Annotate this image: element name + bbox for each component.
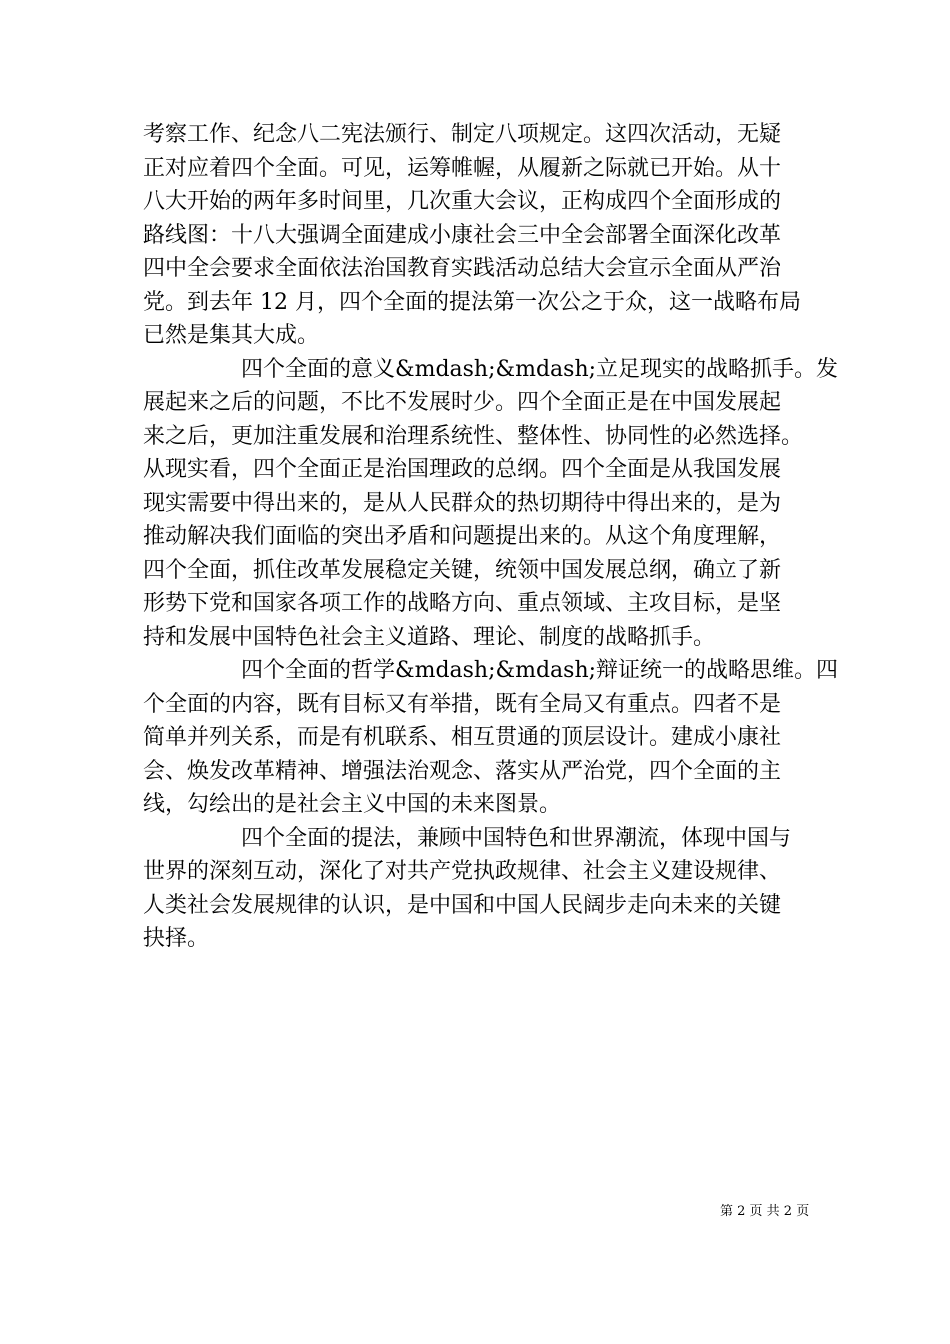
text-line: 现实需要中得出来的，是从人民群众的热切期待中得出来的，是为	[143, 490, 782, 516]
text-line: 四中全会要求全面依法治国教育实践活动总结大会宣示全面从严治	[143, 256, 782, 281]
paragraph	[143, 353, 839, 655]
text-line: 四个全面的提法，兼顾中国特色和世界潮流，体现中国与	[241, 825, 792, 851]
text-line: 路线图：十八大强调全面建成小康社会三中全会部署全面深化改革	[143, 222, 782, 248]
text-line: 正对应着四个全面。可见，运筹帷幄，从履新之际就已开始。从十	[143, 155, 782, 181]
paragraph	[143, 822, 813, 956]
text-line: 抉择。	[143, 926, 210, 951]
text-line: 四个全面的哲学&mdash;&mdash;辩证统一的战略思维。四	[241, 658, 839, 683]
text-line: 从现实看，四个全面正是治国理政的总纲。四个全面是从我国发展	[143, 457, 782, 482]
text-line: 世界的深刻互动，深化了对共产党执政规律、社会主义建设规律、	[143, 859, 782, 884]
paragraph	[143, 118, 813, 353]
text-line: 四个全面的意义&mdash;&mdash;立足现实的战略抓手。发	[241, 356, 839, 382]
text-line: 已然是集其大成。	[143, 323, 320, 348]
paragraph	[143, 654, 839, 822]
text-line: 形势下党和国家各项工作的战略方向、重点领域、主攻目标，是坚	[143, 591, 782, 616]
text-line: 四个全面，抓住改革发展稳定关键，统领中国发展总纲，确立了新	[143, 557, 782, 583]
page-number: 第 2 页 共 2 页	[720, 1204, 810, 1219]
text-line: 线，勾绘出的是社会主义中国的未来图景。	[143, 792, 562, 817]
text-line: 考察工作、纪念八二宪法颁行、制定八项规定。这四次活动，无疑	[143, 122, 782, 147]
text-line: 简单并列关系，而是有机联系、相互贯通的顶层设计。建成小康社	[143, 725, 782, 750]
text-line: 人类社会发展规律的认识，是中国和中国人民阔步走向未来的关键	[143, 892, 782, 918]
text-line: 八大开始的两年多时间里，几次重大会议，正构成四个全面形成的	[143, 189, 782, 214]
text-line: 持和发展中国特色社会主义道路、理论、制度的战略抓手。	[143, 624, 716, 650]
text-line: 来之后，更加注重发展和治理系统性、整体性、协同性的必然选择。	[143, 423, 804, 449]
document-body	[143, 118, 839, 956]
text-line: 推动解决我们面临的突出矛盾和问题提出来的。从这个角度理解，	[143, 524, 782, 549]
text-line: 党。到去年 12 月，四个全面的提法第一次公之于众，这一战略布局	[143, 289, 801, 315]
text-line: 个全面的内容，既有目标又有举措，既有全局又有重点。四者不是	[143, 691, 782, 717]
text-line: 会、焕发改革精神、增强法治观念、落实从严治党，四个全面的主	[143, 758, 782, 784]
text-line: 展起来之后的问题，不比不发展时少。四个全面正是在中国发展起	[143, 390, 782, 415]
